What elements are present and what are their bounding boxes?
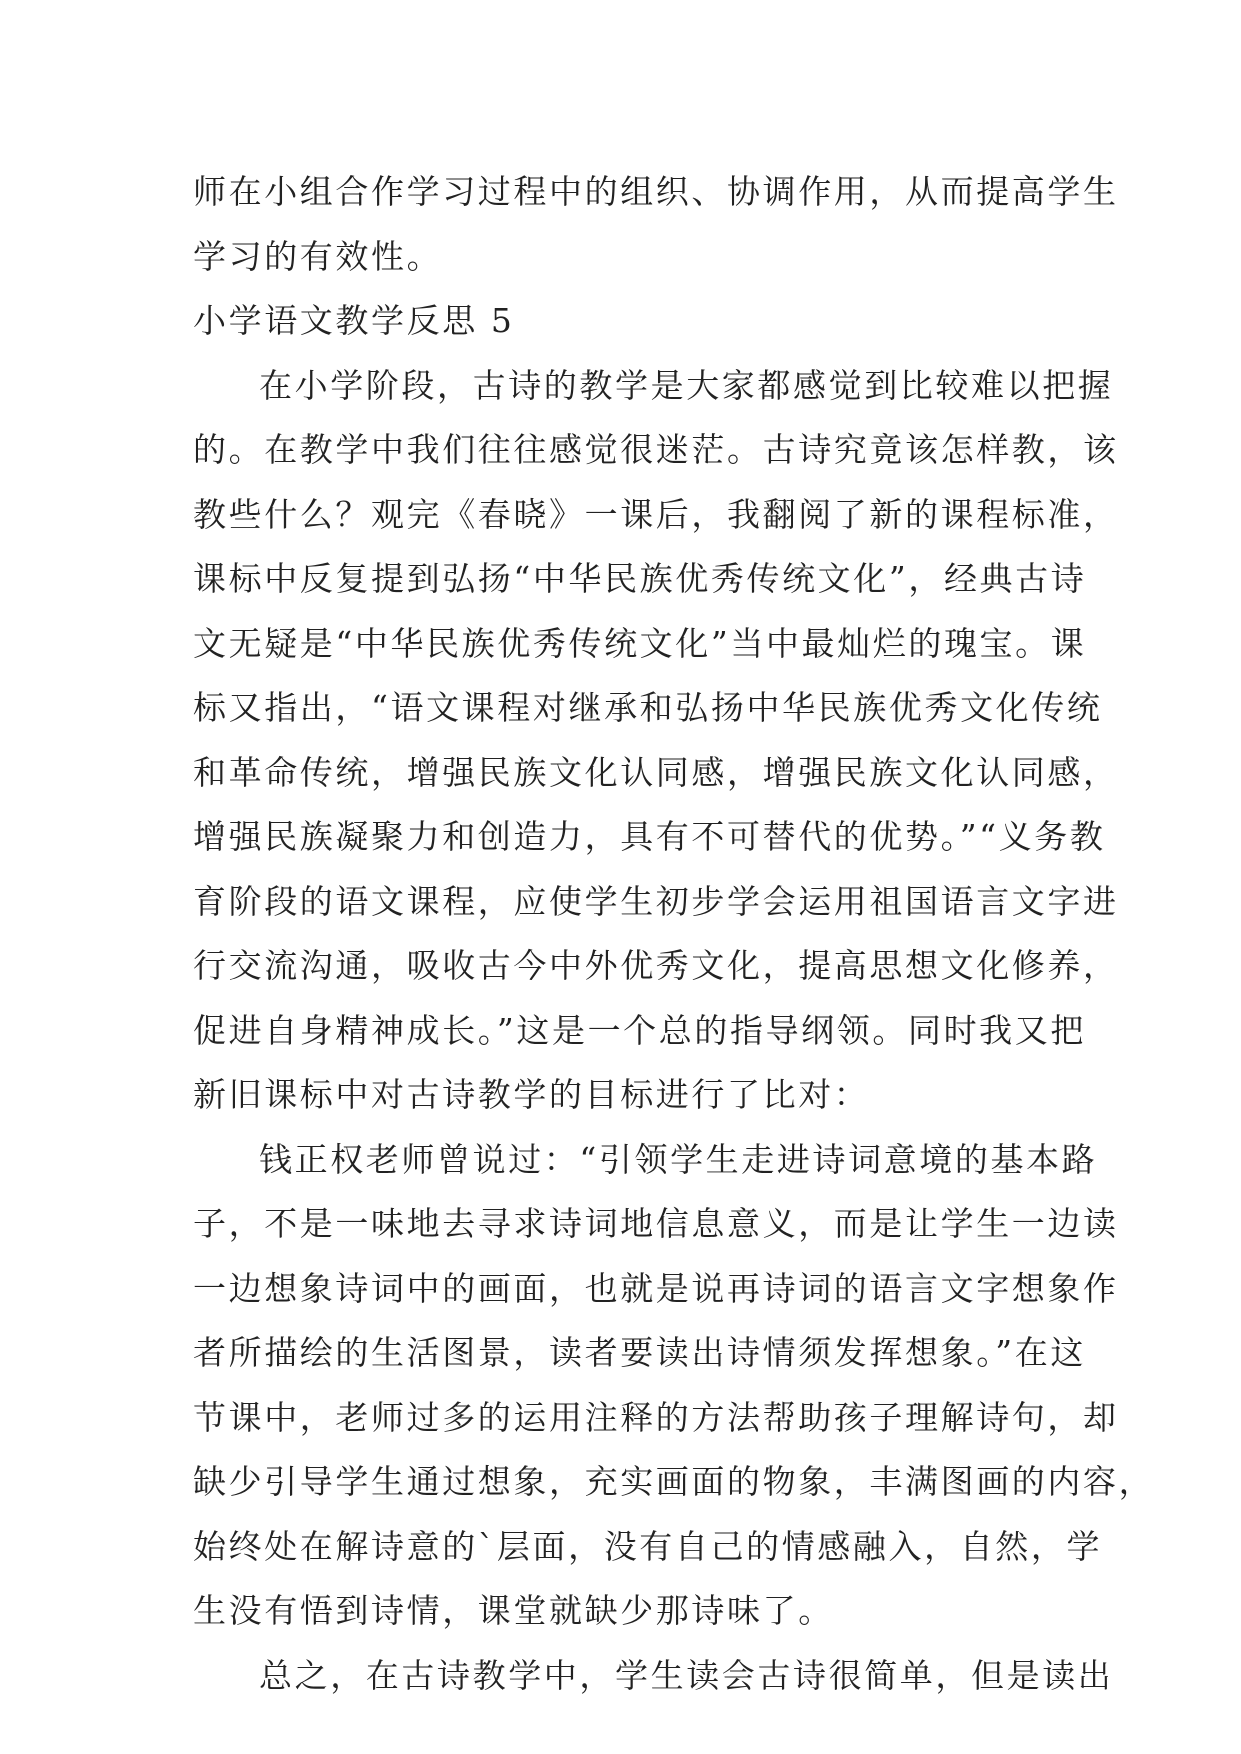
text-line: 一边想象诗词中的画面，也就是说再诗词的语言文字想象作 [193,1268,1119,1308]
text-line: 生没有悟到诗情，课堂就缺少那诗味了。 [193,1591,834,1630]
text-line: 课标中反复提到弘扬“中华民族优秀传统文化”，经典古诗 [193,559,1087,598]
text-line: 者所描绘的生活图景，读者要读出诗情须发挥想象。”在这 [193,1333,1086,1372]
text-line: 和革命传统，增强民族文化认同感，增强民族文化认同感， [193,752,1119,792]
text-line: 增强民族凝聚力和创造力，具有不可替代的优势。”“义务教 [193,817,1106,856]
text-line: 育阶段的语文课程，应使学生初步学会运用祖国语言文字进 [193,881,1119,921]
text-line: 缺少引导学生通过想象，充实画面的物象，丰满图画的内容， [193,1462,1155,1501]
text-line-continuation: 师在小组合作学习过程中的组织、协调作用，从而提高学生 [193,172,1119,211]
text-line: 行交流沟通，吸收古今中外优秀文化，提高思想文化修养， [193,946,1119,985]
text-line: 标又指出，“语文课程对继承和弘扬中华民族优秀文化传统 [193,688,1103,727]
text-line: 始终处在解诗意的`层面，没有自己的情感融入，自然，学 [193,1526,1103,1566]
text-line: 文无疑是“中华民族优秀传统文化”当中最灿烂的瑰宝。课 [193,623,1087,663]
paragraph-start: 总之，在古诗教学中，学生读会古诗很简单，但是读出 [259,1655,1114,1695]
text-line: 新旧课标中对古诗教学的目标进行了比对： [193,1075,870,1114]
paragraph-start: 钱正权老师曾说过：“引领学生走进诗词意境的基本路 [259,1139,1098,1179]
body-text [193,160,1155,1708]
section-heading: 小学语文教学反思 5 [193,301,515,340]
text-line: 节课中，老师过多的运用注释的方法帮助孩子理解诗句，却 [193,1397,1119,1437]
text-line: 促进自身精神成长。”这是一个总的指导纲领。同时我又把 [193,1010,1086,1050]
text-line: 教些什么？观完《春晓》一课后，我翻阅了新的课程标准， [193,494,1119,534]
text-line: 子，不是一味地去寻求诗词地信息意义，而是让学生一边读 [193,1204,1119,1243]
paragraph-start: 在小学阶段，古诗的教学是大家都感觉到比较难以把握 [259,365,1114,405]
text-line: 的。在教学中我们往往感觉很迷茫。古诗究竟该怎样教，该 [193,430,1119,469]
text-line-continuation: 学习的有效性。 [193,236,443,276]
